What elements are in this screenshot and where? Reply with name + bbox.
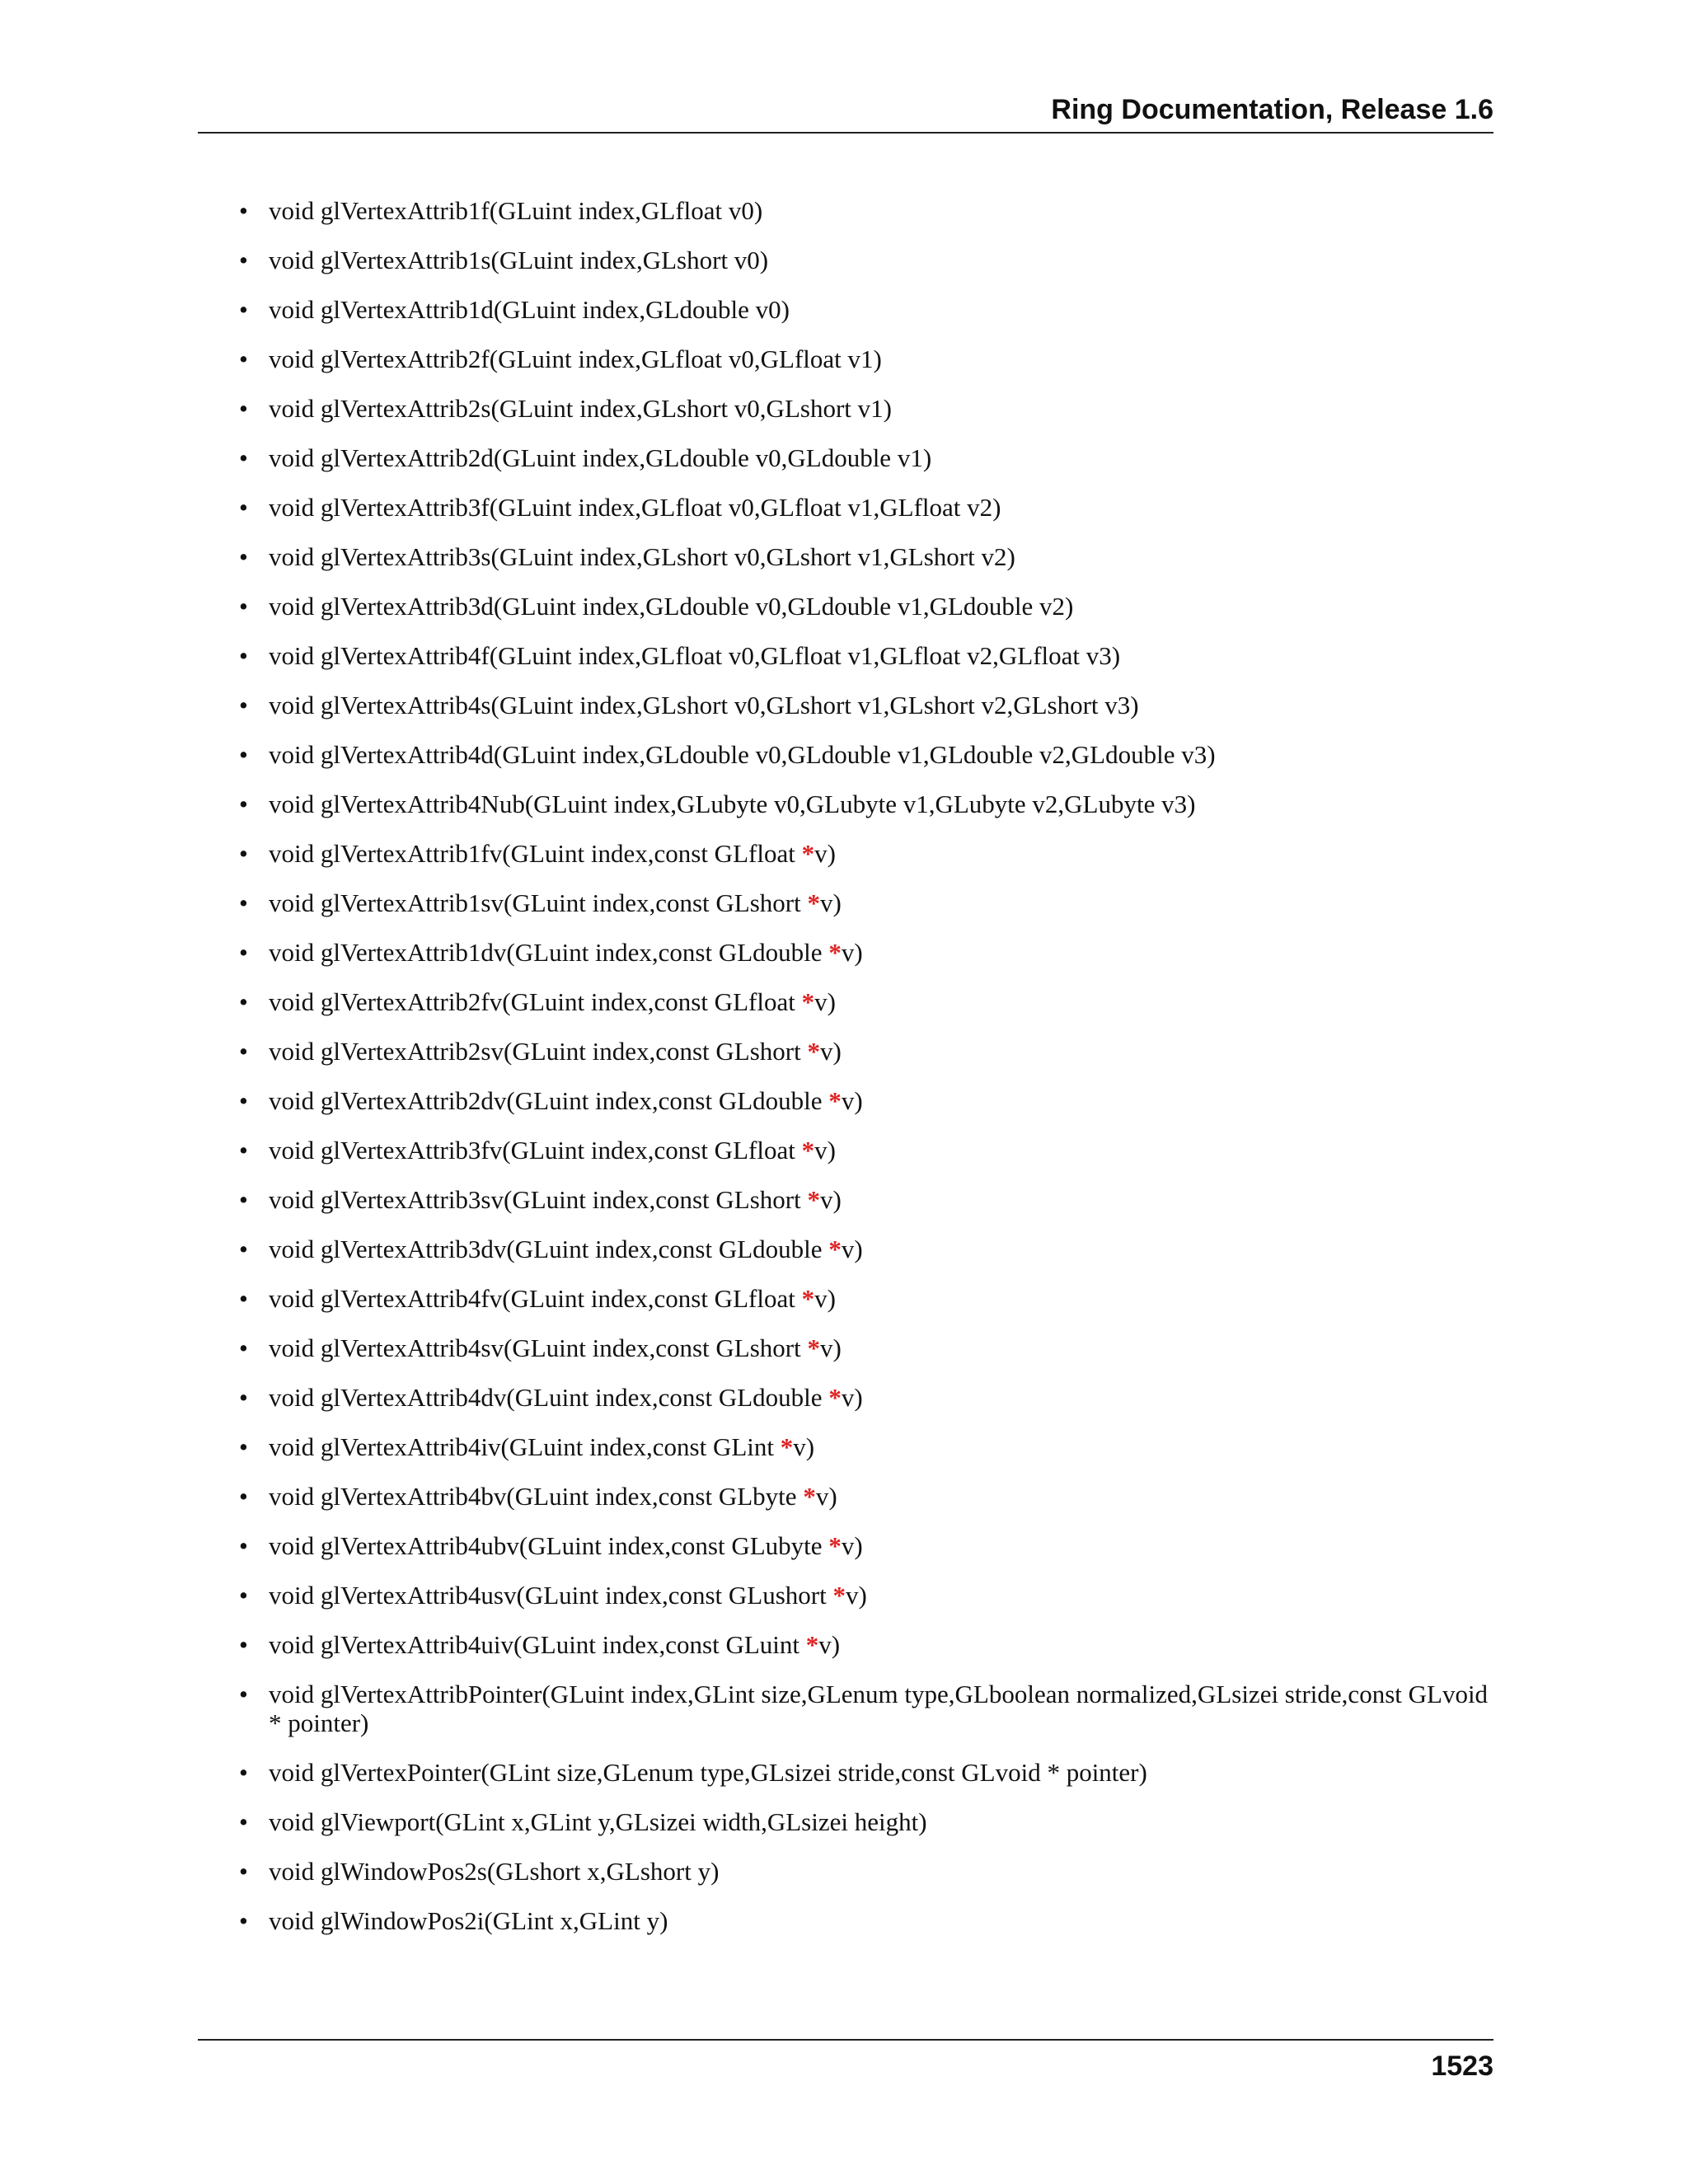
pointer-asterisk: *	[807, 1037, 820, 1066]
pointer-asterisk: *	[832, 1581, 846, 1610]
pointer-asterisk: *	[801, 987, 815, 1016]
function-signature: void glVertexAttrib4iv(GLuint index,const GLint	[269, 1432, 781, 1461]
list-item	[239, 295, 1493, 324]
bullet-icon: •	[239, 1482, 248, 1511]
list-item	[239, 790, 1493, 818]
bullet-icon: •	[239, 1906, 248, 1935]
function-signature: void glVertexAttrib2fv(GLuint index,const GLfloat	[269, 987, 802, 1016]
bullet-icon: •	[239, 1531, 248, 1560]
function-signature: void glVertexAttrib1sv(GLuint index,const GLshort	[269, 888, 808, 917]
page-footer	[198, 2039, 1493, 2082]
function-signature: void glVertexAttrib4bv(GLuint index,const GLbyte	[269, 1482, 804, 1511]
function-signature-end: v)	[820, 1333, 842, 1362]
list-item	[239, 1531, 1493, 1560]
list-item	[239, 1037, 1493, 1066]
document-title: Ring Documentation, Release 1.6	[1051, 94, 1493, 125]
list-item	[239, 641, 1493, 670]
function-signature: void glWindowPos2s(GLshort x,GLshort y)	[269, 1857, 720, 1886]
function-signature-end: v)	[814, 987, 836, 1016]
list-item	[239, 493, 1493, 522]
function-signature: void glVertexAttrib3f(GLuint index,GLfloat v0,GLfloat v1,GLfloat v2)	[269, 493, 1001, 522]
bullet-icon: •	[239, 1037, 248, 1066]
function-signature: void glVertexAttrib4d(GLuint index,GLdouble v0,GLdouble v1,GLdouble v2,GLdouble v3)	[269, 740, 1216, 769]
function-signature: void glVertexAttrib4s(GLuint index,GLshort v0,GLshort v1,GLshort v2,GLshort v3)	[269, 691, 1139, 719]
pointer-asterisk: *	[801, 839, 815, 868]
list-item	[239, 1185, 1493, 1214]
function-signature-end: v)	[846, 1581, 867, 1610]
list-item	[239, 839, 1493, 868]
bullet-icon: •	[239, 987, 248, 1016]
bullet-icon: •	[239, 1680, 248, 1708]
function-signature: void glVertexAttrib1dv(GLuint index,const GLdouble	[269, 938, 829, 967]
function-signature-end: v)	[814, 1136, 836, 1165]
function-signature-end: v)	[841, 1235, 863, 1263]
list-item	[239, 542, 1493, 571]
list-item	[239, 1383, 1493, 1412]
function-signature: void glVertexAttrib2f(GLuint index,GLfloat v0,GLfloat v1)	[269, 344, 882, 373]
function-signature-end: v)	[841, 938, 863, 967]
list-item	[239, 1333, 1493, 1362]
bullet-icon: •	[239, 790, 248, 818]
page-number: 1523	[1431, 2050, 1493, 2082]
page-header	[198, 89, 1493, 134]
list-item	[239, 1857, 1493, 1886]
bullet-icon: •	[239, 196, 248, 225]
pointer-asterisk: *	[828, 1383, 842, 1412]
function-signature: void glVertexAttrib3sv(GLuint index,const GLshort	[269, 1185, 808, 1214]
list-item	[239, 1581, 1493, 1610]
pointer-asterisk: *	[828, 1531, 842, 1560]
function-signature-end: v)	[814, 839, 836, 868]
function-signature: void glWindowPos2i(GLint x,GLint y)	[269, 1906, 668, 1935]
bullet-icon: •	[239, 1807, 248, 1836]
bullet-icon: •	[239, 394, 248, 423]
pointer-asterisk: *	[803, 1482, 816, 1511]
function-signature: void glVertexAttribPointer(GLuint index,GLint size,GLenum type,GLboolean normalized,GLsizei stride,const GLvoid * pointer)	[269, 1680, 1489, 1737]
list-item	[239, 1235, 1493, 1263]
list-item	[239, 196, 1493, 225]
pointer-asterisk: *	[828, 938, 842, 967]
function-signature: void glVertexPointer(GLint size,GLenum type,GLsizei stride,const GLvoid * pointer)	[269, 1758, 1147, 1787]
pointer-asterisk: *	[828, 1235, 842, 1263]
bullet-icon: •	[239, 1857, 248, 1886]
bullet-icon: •	[239, 1136, 248, 1165]
function-list	[239, 196, 1493, 1956]
function-signature: void glVertexAttrib3dv(GLuint index,const GLdouble	[269, 1235, 829, 1263]
function-signature: void glVertexAttrib2d(GLuint index,GLdouble v0,GLdouble v1)	[269, 443, 932, 472]
list-item	[239, 592, 1493, 621]
list-item	[239, 344, 1493, 373]
function-signature-end: v)	[820, 1185, 842, 1214]
bullet-icon: •	[239, 592, 248, 621]
bullet-icon: •	[239, 1284, 248, 1313]
pointer-asterisk: *	[801, 1284, 815, 1313]
pointer-asterisk: *	[828, 1086, 842, 1115]
list-item	[239, 1136, 1493, 1165]
bullet-icon: •	[239, 1086, 248, 1115]
list-item	[239, 443, 1493, 472]
function-signature-end: v)	[841, 1383, 863, 1412]
bullet-icon: •	[239, 1432, 248, 1461]
bullet-icon: •	[239, 839, 248, 868]
function-signature-end: v)	[820, 1037, 842, 1066]
function-signature-end: v)	[793, 1432, 815, 1461]
pointer-asterisk: *	[807, 1185, 820, 1214]
bullet-icon: •	[239, 443, 248, 472]
list-item	[239, 1284, 1493, 1313]
function-signature: void glVertexAttrib4dv(GLuint index,const GLdouble	[269, 1383, 829, 1412]
bullet-icon: •	[239, 938, 248, 967]
list-item	[239, 1482, 1493, 1511]
list-item	[239, 888, 1493, 917]
list-item	[239, 938, 1493, 967]
bullet-icon: •	[239, 344, 248, 373]
function-signature-end: v)	[841, 1086, 863, 1115]
bullet-icon: •	[239, 1235, 248, 1263]
pointer-asterisk: *	[805, 1630, 819, 1659]
bullet-icon: •	[239, 295, 248, 324]
function-signature: void glVertexAttrib4usv(GLuint index,const GLushort	[269, 1581, 833, 1610]
bullet-icon: •	[239, 740, 248, 769]
bullet-icon: •	[239, 641, 248, 670]
list-item	[239, 691, 1493, 719]
list-item	[239, 246, 1493, 274]
function-signature: void glVertexAttrib3s(GLuint index,GLshort v0,GLshort v1,GLshort v2)	[269, 542, 1015, 571]
bullet-icon: •	[239, 1630, 248, 1659]
list-item	[239, 1086, 1493, 1115]
function-signature: void glVertexAttrib3fv(GLuint index,const GLfloat	[269, 1136, 802, 1165]
function-signature-end: v)	[820, 888, 842, 917]
list-item	[239, 1680, 1493, 1737]
function-signature: void glVertexAttrib4f(GLuint index,GLfloat v0,GLfloat v1,GLfloat v2,GLfloat v3)	[269, 641, 1121, 670]
function-signature: void glVertexAttrib4uiv(GLuint index,const GLuint	[269, 1630, 806, 1659]
pointer-asterisk: *	[801, 1136, 815, 1165]
function-signature: void glVertexAttrib4Nub(GLuint index,GLubyte v0,GLubyte v1,GLubyte v2,GLubyte v3)	[269, 790, 1196, 818]
function-signature-end: v)	[815, 1482, 837, 1511]
bullet-icon: •	[239, 1383, 248, 1412]
pointer-asterisk: *	[807, 888, 820, 917]
function-signature-end: v)	[841, 1531, 863, 1560]
list-item	[239, 987, 1493, 1016]
function-signature: void glVertexAttrib4sv(GLuint index,const GLshort	[269, 1333, 808, 1362]
bullet-icon: •	[239, 691, 248, 719]
list-item	[239, 1432, 1493, 1461]
function-signature: void glVertexAttrib3d(GLuint index,GLdouble v0,GLdouble v1,GLdouble v2)	[269, 592, 1074, 621]
list-item	[239, 394, 1493, 423]
bullet-icon: •	[239, 1185, 248, 1214]
function-signature: void glVertexAttrib1s(GLuint index,GLshort v0)	[269, 246, 769, 274]
function-signature: void glVertexAttrib4fv(GLuint index,const GLfloat	[269, 1284, 802, 1313]
function-signature: void glVertexAttrib1d(GLuint index,GLdouble v0)	[269, 295, 790, 324]
bullet-icon: •	[239, 493, 248, 522]
function-signature: void glVertexAttrib1fv(GLuint index,const GLfloat	[269, 839, 802, 868]
function-signature: void glVertexAttrib1f(GLuint index,GLfloat v0)	[269, 196, 763, 225]
list-item	[239, 740, 1493, 769]
pointer-asterisk: *	[780, 1432, 794, 1461]
function-signature: void glVertexAttrib2dv(GLuint index,const GLdouble	[269, 1086, 829, 1115]
bullet-icon: •	[239, 1333, 248, 1362]
bullet-icon: •	[239, 888, 248, 917]
pointer-asterisk: *	[807, 1333, 820, 1362]
bullet-icon: •	[239, 1758, 248, 1787]
function-signature: void glViewport(GLint x,GLint y,GLsizei width,GLsizei height)	[269, 1807, 927, 1836]
list-item	[239, 1758, 1493, 1787]
function-signature: void glVertexAttrib2s(GLuint index,GLshort v0,GLshort v1)	[269, 394, 892, 423]
list-item	[239, 1906, 1493, 1935]
function-signature: void glVertexAttrib4ubv(GLuint index,const GLubyte	[269, 1531, 829, 1560]
list-item	[239, 1807, 1493, 1836]
list-item	[239, 1630, 1493, 1659]
function-signature-end: v)	[818, 1630, 841, 1659]
bullet-icon: •	[239, 1581, 248, 1610]
function-signature: void glVertexAttrib2sv(GLuint index,const GLshort	[269, 1037, 808, 1066]
bullet-icon: •	[239, 542, 248, 571]
function-signature-end: v)	[814, 1284, 836, 1313]
bullet-icon: •	[239, 246, 248, 274]
